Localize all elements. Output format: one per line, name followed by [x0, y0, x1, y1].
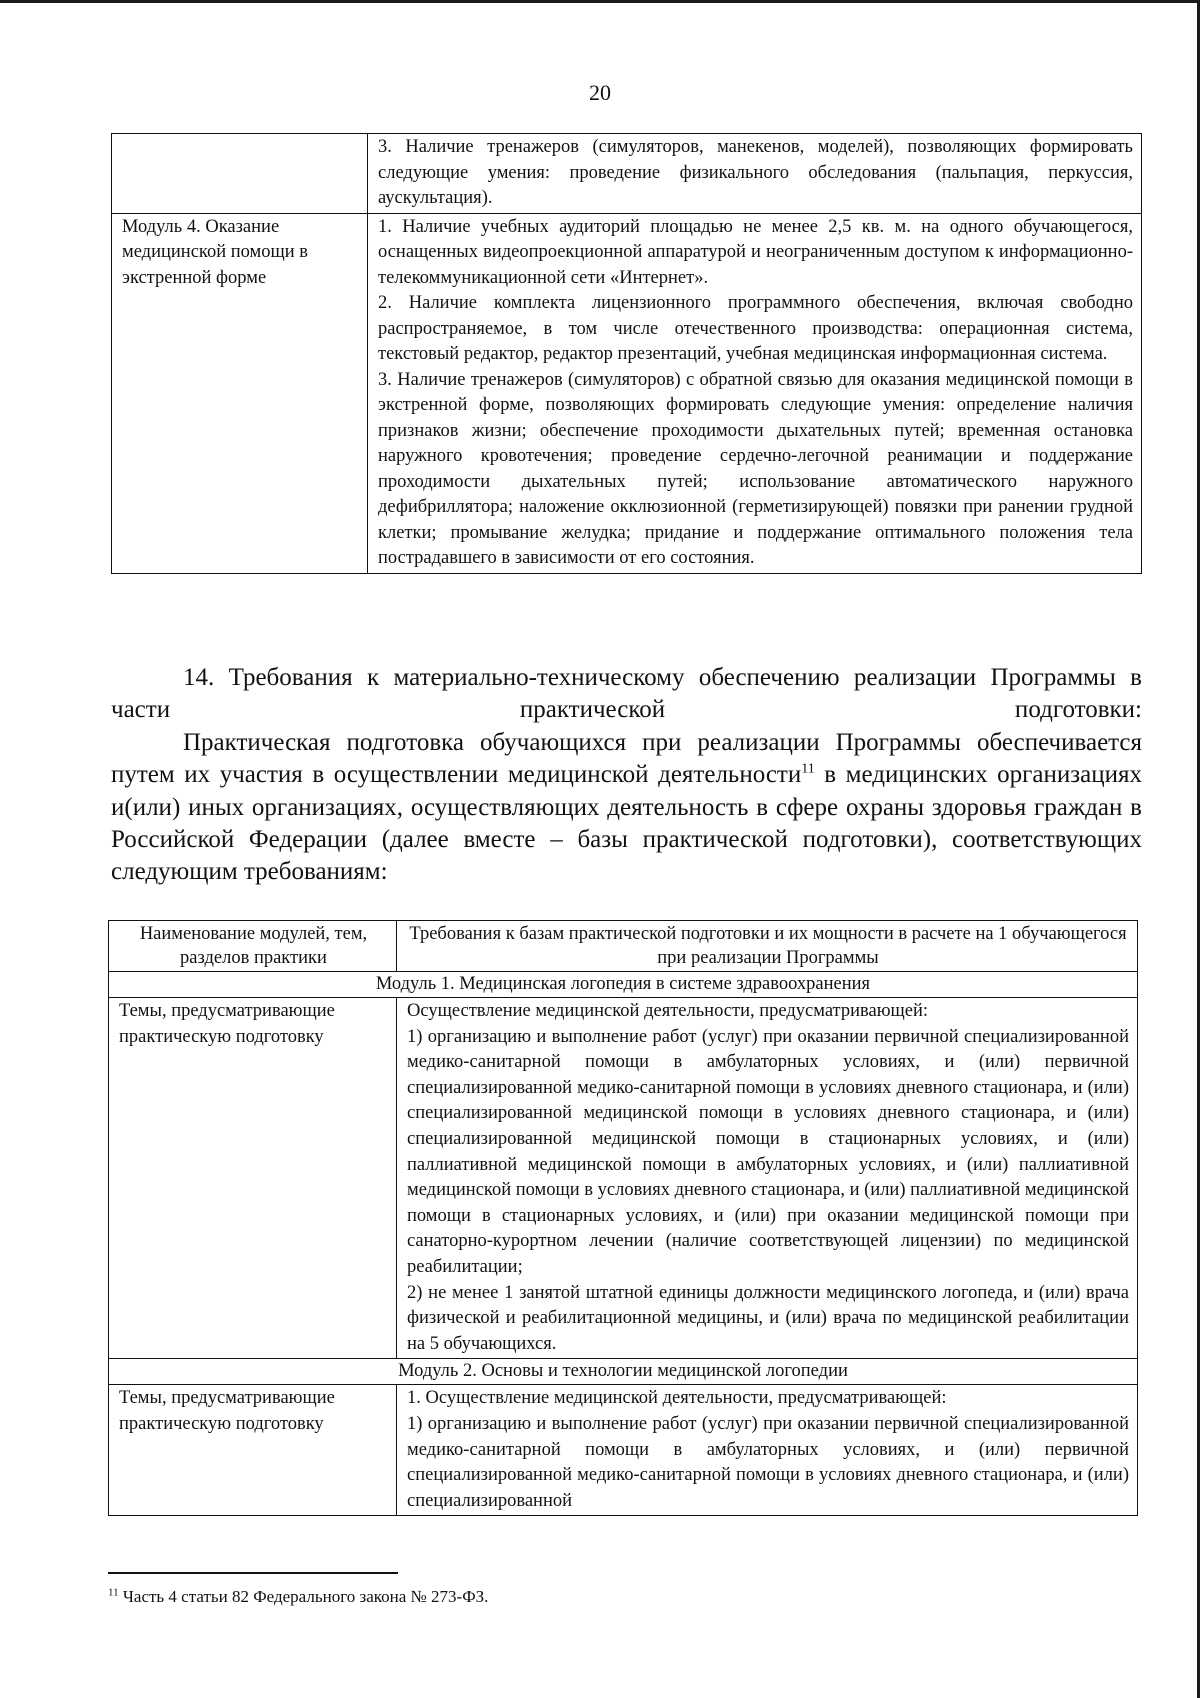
section-14-heading: 14. Требования к материально-техническому обеспечению реализации Программы в части практической подготовки:	[111, 664, 1142, 724]
table-row	[109, 1385, 1138, 1516]
table-row	[112, 213, 1142, 573]
requirement-item: 2. Наличие комплекта лицензионного программного обеспечения, включая свободно распространяемое, в том числе отечественного производства: операционная система, текстовый редактор, редактор презентаций, учебная медицинская информационная система.	[378, 293, 1133, 364]
header-text: Наименование модулей, тем, разделов практики	[139, 924, 368, 968]
topic-label: Темы, предусматривающие практическую подготовку	[119, 1388, 335, 1434]
header-text: Требования к базам практической подготовки и их мощности в расчете на 1 обучающегося при реализации Программы	[409, 924, 1127, 968]
module-row	[109, 972, 1138, 998]
requirement-item: 3. Наличие тренажеров (симуляторов, манекенов, моделей), позволяющих формировать следующие умения: проведение физикального обследования (пальпация, перкуссия, аускультация).	[378, 137, 1133, 208]
table-header-left	[109, 921, 397, 972]
practical-training-table	[108, 920, 1138, 1516]
table-cell-left	[109, 1385, 397, 1516]
section-14	[111, 662, 1142, 889]
section-14-paragraph	[111, 727, 1142, 889]
requirements-table-continued	[111, 133, 1142, 574]
topic-label: Темы, предусматривающие практическую подготовку	[119, 1001, 335, 1047]
table-header-right	[397, 921, 1138, 972]
table-cell-left	[112, 213, 368, 573]
requirement-item: 1. Наличие учебных аудиторий площадью не менее 2,5 кв. м. на одного обучающегося, оснащенных видеопроекционной аппаратурой и неограниченным доступом к информационно-телекоммуникационной сети «Интернет».	[378, 216, 1133, 288]
module-row	[109, 1359, 1138, 1385]
module-4-title: Модуль 4. Оказание медицинской помощи в экстренной форме	[122, 216, 308, 288]
module-2-title: Модуль 2. Основы и технологии медицинской логопедии	[109, 1359, 1138, 1385]
table-cell-right	[368, 134, 1142, 214]
requirement-item: 2) не менее 1 занятой штатной единицы должности медицинского логопеда, и (или) врача физической и реабилитационной медицины, и (или) врача по медицинской реабилитации на 5 обучающихся.	[407, 1282, 1129, 1354]
footnote-ref: 11	[801, 761, 815, 777]
table-row	[109, 998, 1138, 1359]
table-row	[112, 134, 1142, 214]
footnote-separator	[108, 1572, 398, 1574]
paragraph-text: в медицинских организациях и(или) иных организациях, осуществляющих деятельность в сфере охраны здоровья граждан в Российской Федерации (далее вместе – базы практической подготовки), соответствующих следующим требованиям:	[111, 761, 1143, 886]
footnote-text: Часть 4 статьи 82 Федерального закона № 273-ФЗ.	[118, 1587, 489, 1606]
footnote-mark: 11	[108, 1586, 119, 1599]
table-cell-left	[109, 998, 397, 1359]
table-header-row	[109, 921, 1138, 972]
requirement-item: 1) организацию и выполнение работ (услуг) при оказании первичной специализированной медико-санитарной помощи в амбулаторных условиях, и (или) первичной специализированной медико-санитарной помощи в условиях дневного стационара, и (или) специализированной	[407, 1413, 1129, 1511]
requirement-item: 1. Осуществление медицинской деятельности, предусматривающей:	[407, 1388, 947, 1409]
table-cell-right	[397, 998, 1138, 1359]
scan-edge-top	[0, 0, 1200, 3]
footnote	[108, 1586, 488, 1608]
table-cell-right	[397, 1385, 1138, 1516]
page-number: 20	[589, 80, 611, 105]
paragraph-text: Практическая подготовка обучающихся при реализации Программы обеспечивается путем их участия в осуществлении медицинской деятельности	[111, 728, 1142, 789]
requirement-item: 1) организацию и выполнение работ (услуг) при оказании первичной специализированной медико-санитарной помощи в амбулаторных условиях, и (или) первичной специализированной медико-санитарной помощи в условиях дневного стационара, и (или) специализированной медицинской помощи в условиях дневного стационара, и (или) специализированной медицинской помощи в стационарных условиях, и (или) паллиативной медицинской помощи в амбулаторных условиях, и (или) паллиативной медицинской помощи в условиях дневного стационара, и (или) паллиативной медицинской помощи в стационарных условиях, и (или) при оказании медицинской помощи при санаторно-курортном лечении (наличие соответствующей лицензии) по медицинской реабилитации;	[407, 1026, 1129, 1277]
requirement-item: 3. Наличие тренажеров (симуляторов) с обратной связью для оказания медицинской помощи в экстренной форме, позволяющих формировать следующие умения: определение наличия признаков жизни; обеспечение проходимости дыхательных путей; временная остановка наружного кровотечения; проведение сердечно-легочной реанимации и поддержание проходимости дыхательных путей; использование автоматического наружного дефибриллятора; наложение окклюзионной (герметизирующей) повязки при ранении грудной клетки; промывание желудка; придание и поддержание оптимального положения тела пострадавшего в зависимости от его состояния.	[378, 369, 1133, 568]
module-1-title: Модуль 1. Медицинская логопедия в системе здравоохранения	[109, 972, 1138, 998]
requirement-item: Осуществление медицинской деятельности, предусматривающей:	[407, 1001, 929, 1021]
table-cell-right	[368, 213, 1142, 573]
table-cell-left	[112, 134, 368, 214]
